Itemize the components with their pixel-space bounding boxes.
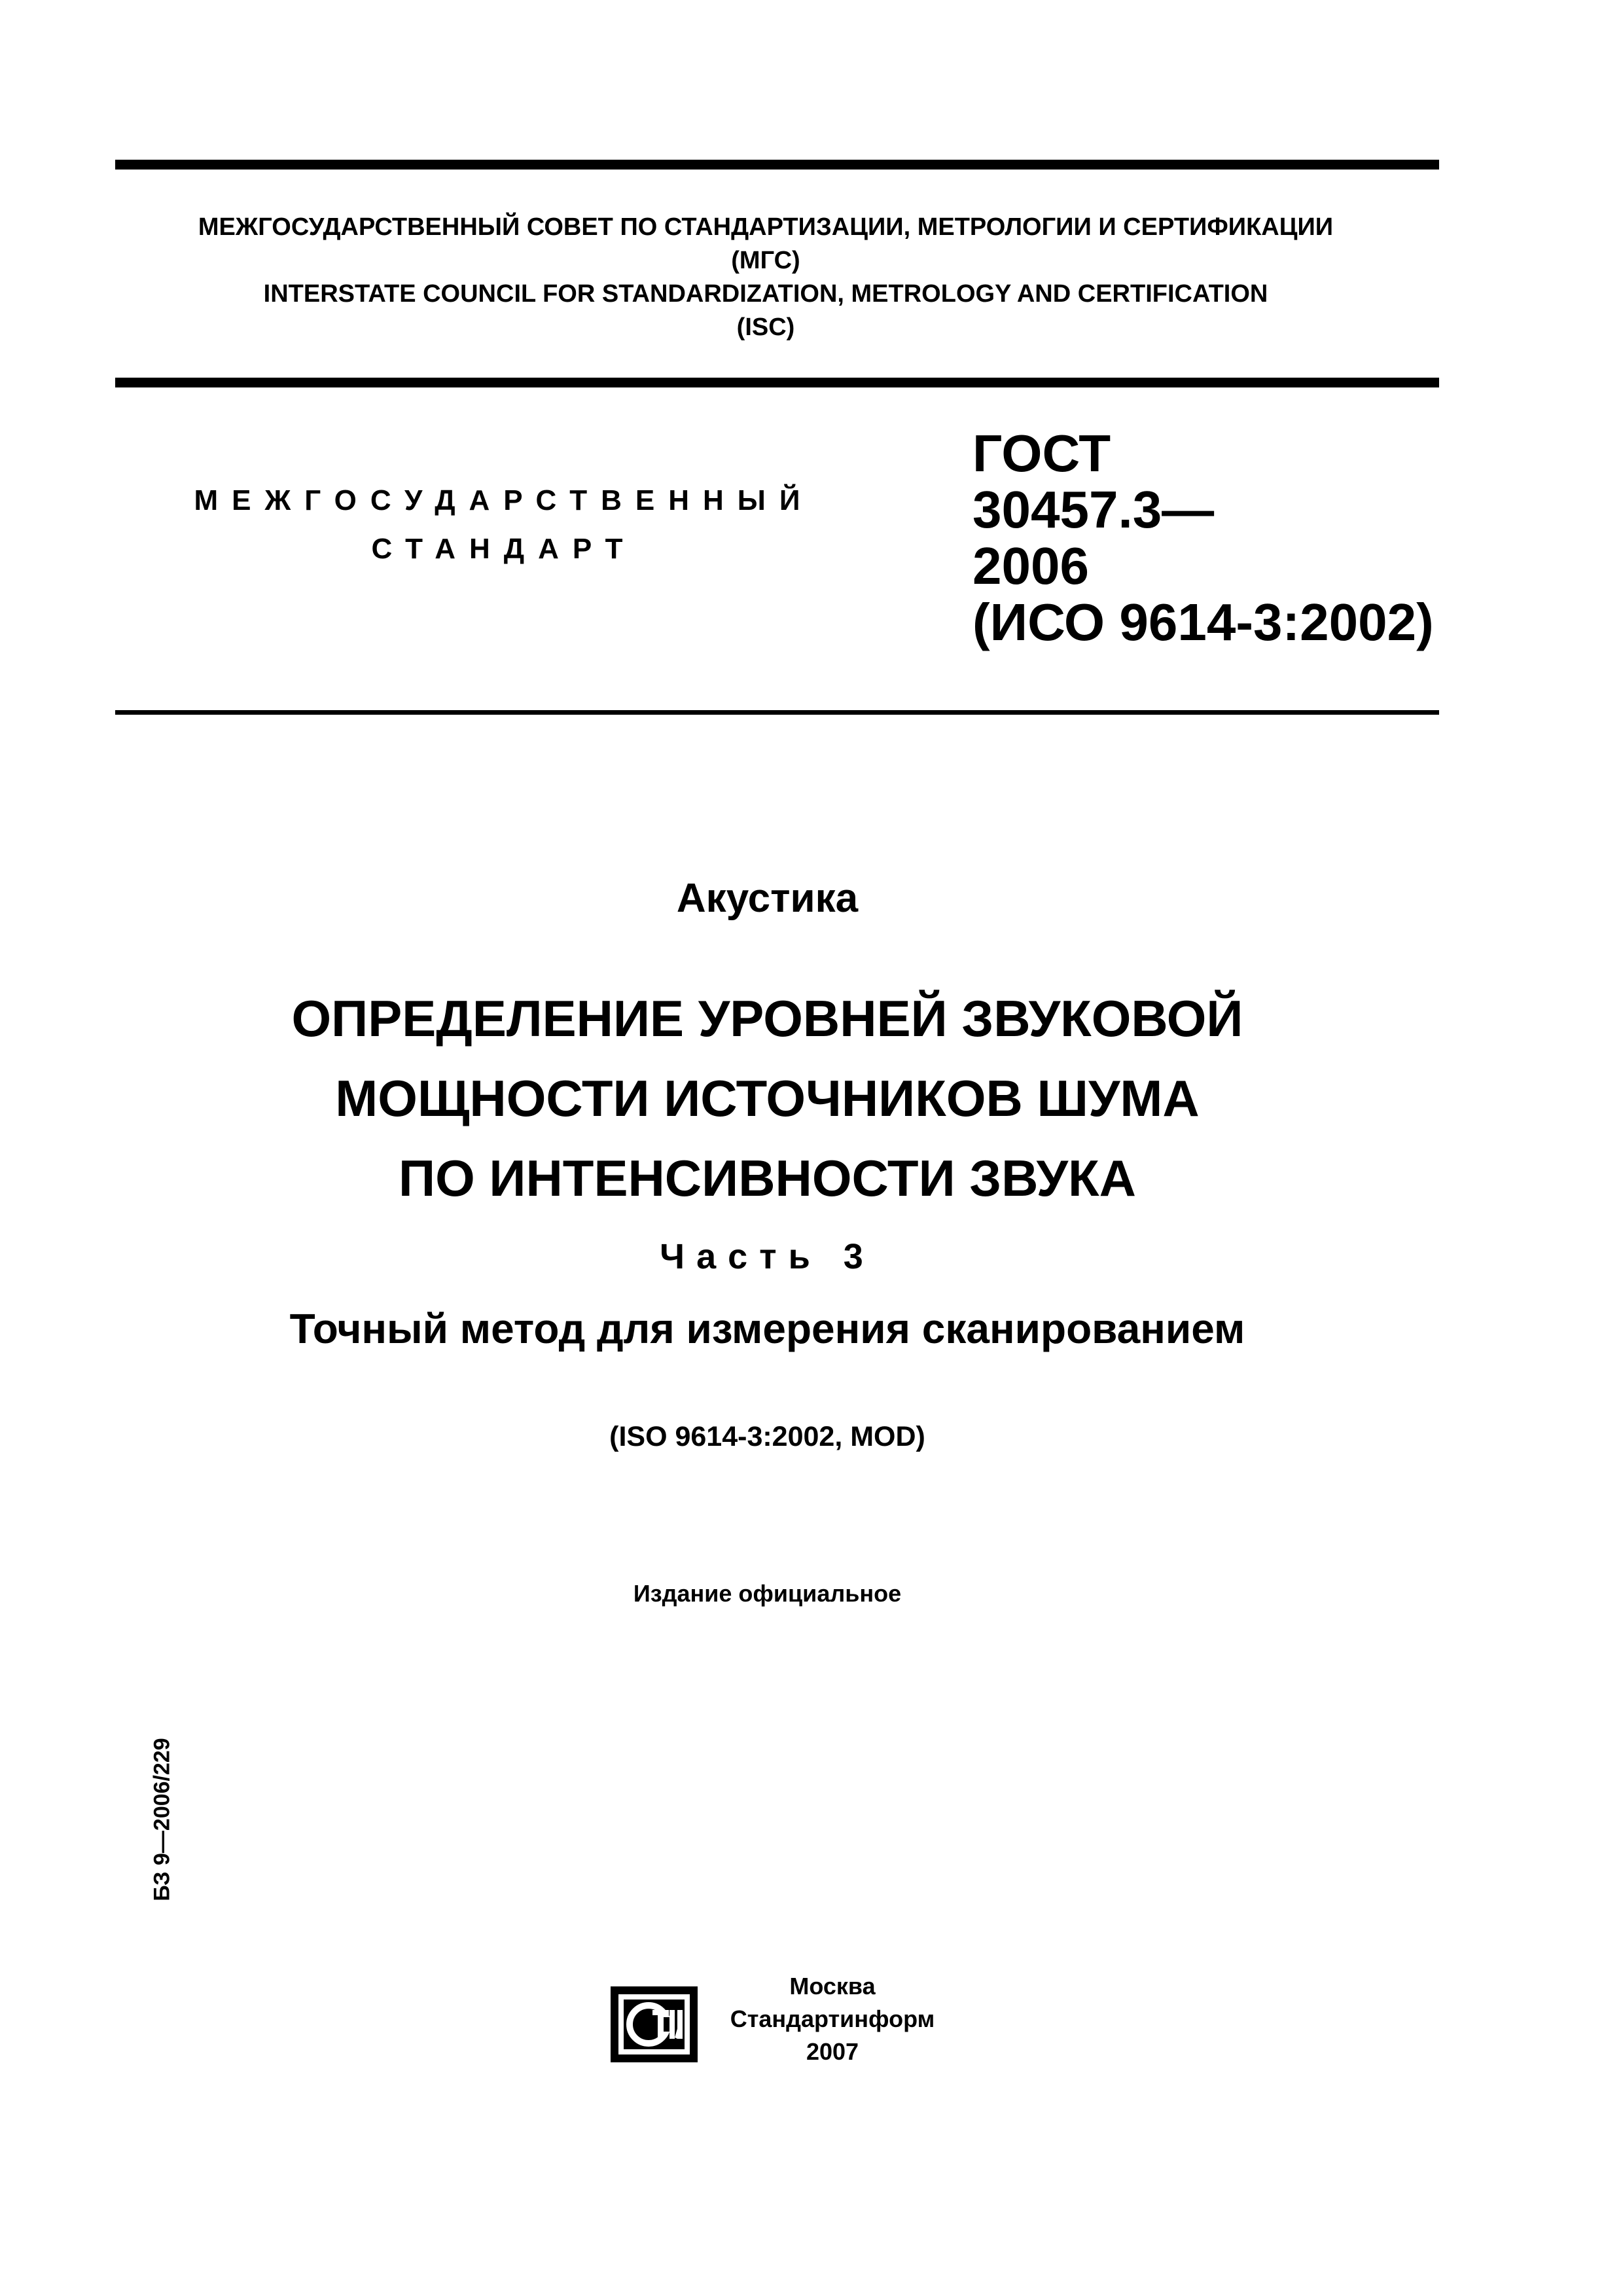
council-header bbox=[0, 211, 1531, 344]
topic-heading: Акустика bbox=[676, 876, 859, 921]
publisher-name: Стандартинформ bbox=[730, 2005, 935, 2032]
edition-note: Издание официальное bbox=[633, 1580, 902, 1607]
standard-label-line2: СТАНДАРТ bbox=[371, 533, 637, 565]
standard-bottom-rule bbox=[115, 710, 1439, 715]
side-catalog-code: БЗ 9—2006/229 bbox=[149, 1738, 175, 1901]
gost-year: 2006 bbox=[972, 537, 1089, 595]
title-line3: ПО ИНТЕНСИВНОСТИ ЗВУКА bbox=[399, 1149, 1136, 1207]
council-en: INTERSTATE COUNCIL FOR STANDARDIZATION, METROLOGY AND CERTIFICATION bbox=[263, 280, 1268, 308]
standartinform-logo-icon bbox=[609, 1985, 699, 2064]
publisher-block bbox=[708, 1970, 957, 2068]
council-ru: МЕЖГОСУДАРСТВЕННЫЙ СОВЕТ ПО СТАНДАРТИЗАЦИИ, МЕТРОЛОГИИ И СЕРТИФИКАЦИИ bbox=[198, 213, 1334, 241]
publisher-city: Москва bbox=[789, 1973, 876, 2000]
gost-designation bbox=[972, 425, 1434, 651]
part-number: Часть 3 bbox=[660, 1237, 875, 1276]
top-rule bbox=[115, 160, 1439, 170]
standard-type-label bbox=[144, 476, 864, 573]
iso-equivalence: (ISO 9614-3:2002, MOD) bbox=[609, 1421, 925, 1452]
part-title: Точный метод для измерения сканированием bbox=[289, 1305, 1245, 1352]
title-line2: МОЩНОСТИ ИСТОЧНИКОВ ШУМА bbox=[335, 1069, 1200, 1127]
council-en-abbr: (ISC) bbox=[736, 314, 795, 341]
publisher-year: 2007 bbox=[806, 2038, 859, 2065]
gost-number: 30457.3— bbox=[972, 480, 1215, 539]
document-title bbox=[0, 978, 1535, 1218]
gost-prefix: ГОСТ bbox=[972, 424, 1111, 482]
title-line1: ОПРЕДЕЛЕНИЕ УРОВНЕЙ ЗВУКОВОЙ bbox=[291, 990, 1243, 1047]
council-ru-abbr: (МГС) bbox=[731, 247, 800, 274]
standard-label-line1: МЕЖГОСУДАРСТВЕННЫЙ bbox=[194, 484, 814, 516]
gost-iso-ref: (ИСО 9614-3:2002) bbox=[972, 593, 1434, 651]
header-bottom-rule bbox=[115, 378, 1439, 387]
